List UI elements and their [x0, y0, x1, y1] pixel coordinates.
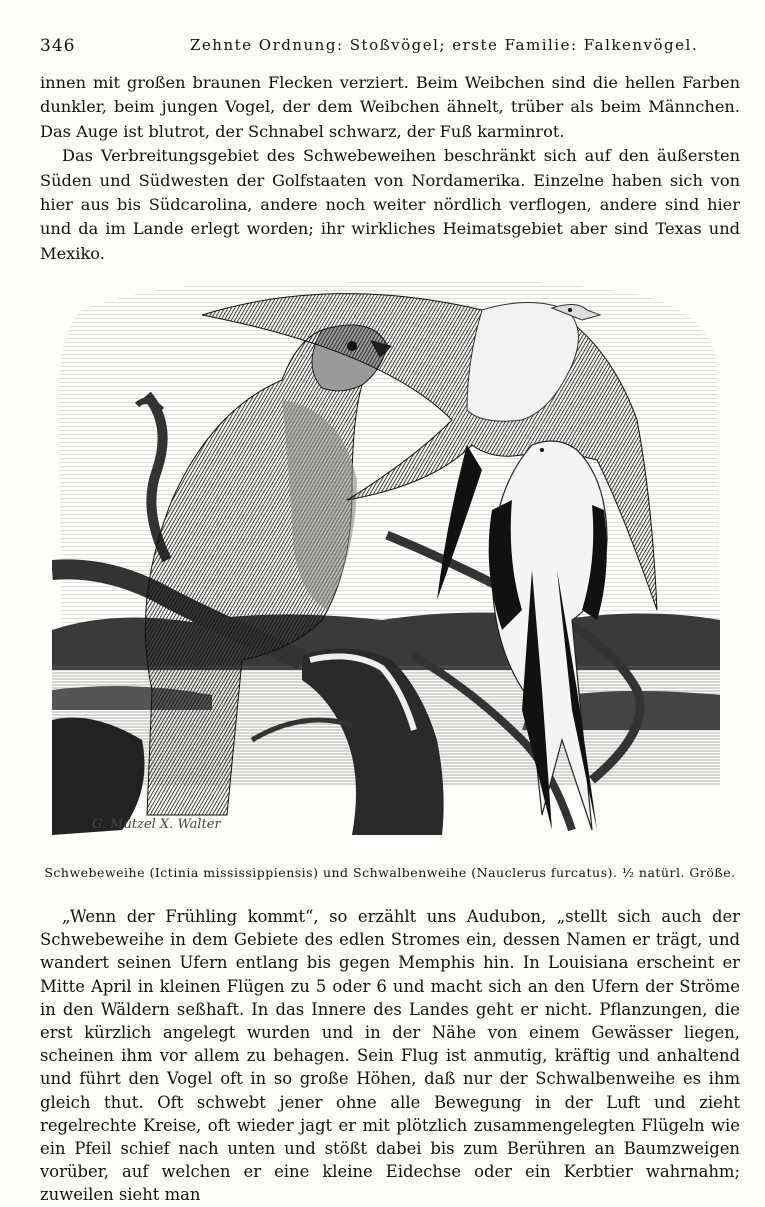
engraver-signature [92, 817, 222, 832]
caption-german-1: Schwebeweihe [44, 865, 145, 880]
page-header [40, 36, 740, 58]
engraving-figure [52, 270, 722, 845]
top-text-block [40, 71, 740, 266]
figure-caption [40, 865, 740, 880]
caption-latin-1: (Ictinia mississippiensis) [149, 865, 319, 880]
caption-latin-2: (Nauclerus furcatus). [471, 865, 618, 880]
page-number: 346 [40, 36, 76, 56]
kites-engraving [52, 270, 722, 845]
paragraph-top-2: Das Verbreitungsgebiet des Schwebeweihen beschränkt sich auf den äußersten Süden und Südwesten der Golfstaaten von Nordamerika. Einzelne haben sich von hier aus bis Südcarolina, andere noch weiter nördlich verflogen, andere sind hier und da im Lande erlegt worden; ihr wirkliches Heimatsgebiet aber sind Texas und Mexiko. [40, 146, 740, 263]
paragraph-bottom-1: „Wenn der Frühling kommt“, so erzählt uns Audubon, „stellt sich auch der Schwebeweihe in dem Gebiete des edlen Stromes ein, dessen Namen er trägt, und wandert seinen Ufern entlang bis gegen Memphis hin. In Louisiana erscheint er Mitte April in kleinen Flügen zu 5 oder 6 und macht sich an den Ufern der Ströme in den Wäldern seßhaft. In das Innere des Landes geht er nicht. Pflanzungen, die erst kürzlich angelegt wurden und in der Nähe von einem Gewässer liegen, scheinen ihm vor allem zu behagen. Sein Flug ist anmutig, kräftig und anhaltend und führt den Vogel oft in so große Höhen, daß nur der Schwalbenweihe es ihm gleich thut. Oft schwebt jener ohne alle Bewegung in der Luft und zieht regelrechte Kreise, oft wieder jagt er mit plötzlich zusammengelegten Flügeln wie ein Pfeil schief nach unten und stößt dabei bis zum Berühren an Baumzweigen vorüber, auf welchen er eine kleine Eidechse oder ein Kerbtier wahrnahm; zuweilen sieht man [40, 907, 740, 1205]
bottom-text-block [40, 905, 740, 1207]
running-head: Zehnte Ordnung: Stoßvögel; erste Familie: Falkenvögel. [190, 36, 699, 54]
caption-german-2: und Schwalbenweihe [322, 865, 467, 880]
signature-text: G. Mützel X. Walter [92, 817, 221, 832]
paragraph-top-1: innen mit großen braunen Flecken verziert. Beim Weibchen sind die hellen Farben dunkler, beim jungen Vogel, der dem Weibchen ähnelt, trüber als beim Männchen. Das Auge ist blutrot, der Schnabel schwarz, der Fuß karminrot. [40, 73, 740, 141]
caption-scale: ½ natürl. Größe. [621, 865, 736, 880]
